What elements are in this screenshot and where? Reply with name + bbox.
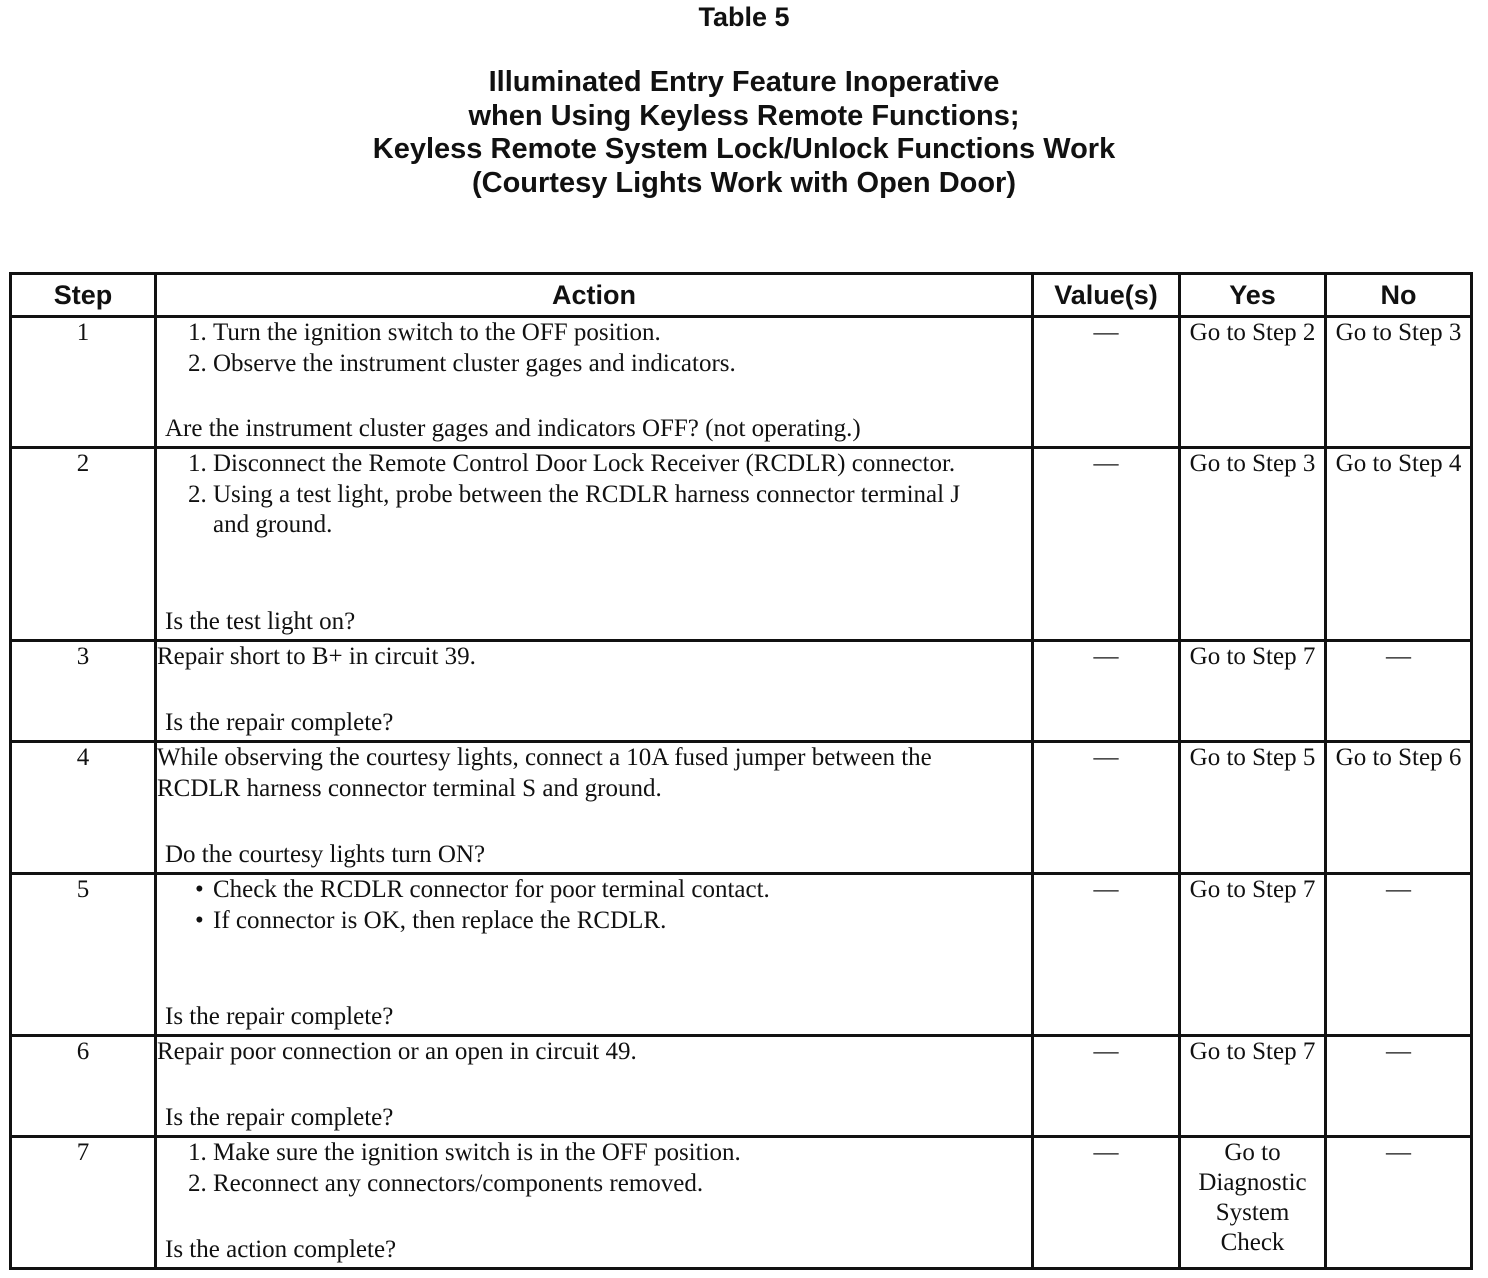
no-cell: — [1326,1036,1472,1137]
action-bullet: • Check the RCDLR connector for poor terminal contact. [213,875,1031,906]
action-cell [156,641,1033,742]
action-bullets [157,875,1031,936]
table-header-row [11,274,1472,317]
heading-line: (Courtesy Lights Work with Open Door) [471,166,1017,199]
action-question: Is the repair complete? [165,708,394,736]
table-row [11,1036,1472,1137]
yes-cell: Go to Step 5 [1180,742,1326,874]
value-cell: — [1033,1137,1180,1269]
no-cell: — [1326,874,1472,1036]
action-question: Is the repair complete? [165,1103,394,1131]
action-step: 1. Disconnect the Remote Control Door Lock Receiver (RCDLR) connector. [213,449,981,480]
yes-cell: Go to Step 7 [1180,641,1326,742]
action-question: Is the action complete? [165,1235,397,1263]
table-row [11,742,1472,874]
action-cell [156,742,1033,874]
action-text: Repair poor connection or an open in circuit 49. [157,1038,637,1065]
no-cell: — [1326,1137,1472,1269]
table-row [11,317,1472,448]
diagnostic-table [9,272,1473,1270]
table-row [11,641,1472,742]
no-cell: Go to Step 4 [1326,448,1472,641]
action-bullet: • If connector is OK, then replace the RCDLR. [213,906,1031,937]
no-cell: — [1326,641,1472,742]
yes-cell: Go to Step 7 [1180,1036,1326,1137]
value-cell: — [1033,1036,1180,1137]
header-values: Value(s) [1033,274,1180,317]
value-cell: — [1033,448,1180,641]
header-step: Step [11,274,156,317]
no-cell: Go to Step 6 [1326,742,1472,874]
table-row [11,874,1472,1036]
action-cell [156,317,1033,448]
step-number: 5 [11,874,156,1036]
action-cell [156,448,1033,641]
header-action: Action [156,274,1033,317]
no-cell: Go to Step 3 [1326,317,1472,448]
action-text: Repair short to B+ in circuit 39. [157,643,476,670]
value-cell: — [1033,874,1180,1036]
action-question: Is the repair complete? [165,1002,394,1030]
header-yes: Yes [1180,274,1326,317]
action-question: Is the test light on? [165,607,356,635]
action-question: Are the instrument cluster gages and indicators OFF? (not operating.) [165,414,861,442]
action-step: 2. Using a test light, probe between the RCDLR harness connector terminal J and ground. [213,480,981,541]
table-number: Table 5 [698,2,790,32]
yes-cell: Go to Step 3 [1180,448,1326,641]
step-number: 3 [11,641,156,742]
action-question: Do the courtesy lights turn ON? [165,840,486,868]
action-step: 2. Observe the instrument cluster gages and indicators. [213,349,1031,380]
step-number: 6 [11,1036,156,1137]
action-steps [157,318,1031,379]
action-step: 1. Make sure the ignition switch is in the OFF position. [213,1138,1031,1169]
table-row [11,448,1472,641]
action-cell [156,874,1033,1036]
yes-cell: Go to Step 7 [1180,874,1326,1036]
heading-line: when Using Keyless Remote Functions; [468,99,1020,132]
yes-cell: Go to Diagnostic System Check [1180,1137,1326,1269]
heading-line: Illuminated Entry Feature Inoperative [488,66,1000,98]
value-cell: — [1033,742,1180,874]
action-steps [157,449,1031,541]
yes-cell: Go to Step 2 [1180,317,1326,448]
step-number: 4 [11,742,156,874]
step-number: 1 [11,317,156,448]
action-cell [156,1036,1033,1137]
table-heading [0,66,1488,200]
action-steps [157,1138,1031,1199]
action-step: 2. Reconnect any connectors/components removed. [213,1169,1031,1200]
action-step: 1. Turn the ignition switch to the OFF position. [213,318,1031,349]
table-row [11,1137,1472,1269]
action-cell [156,1137,1033,1269]
action-text: While observing the courtesy lights, connect a 10A fused jumper between the RCDLR harness connector terminal S and ground. [157,744,932,802]
step-number: 2 [11,448,156,641]
value-cell: — [1033,317,1180,448]
value-cell: — [1033,641,1180,742]
step-number: 7 [11,1137,156,1269]
heading-line: Keyless Remote System Lock/Unlock Functions Work [372,133,1116,165]
header-no: No [1326,274,1472,317]
